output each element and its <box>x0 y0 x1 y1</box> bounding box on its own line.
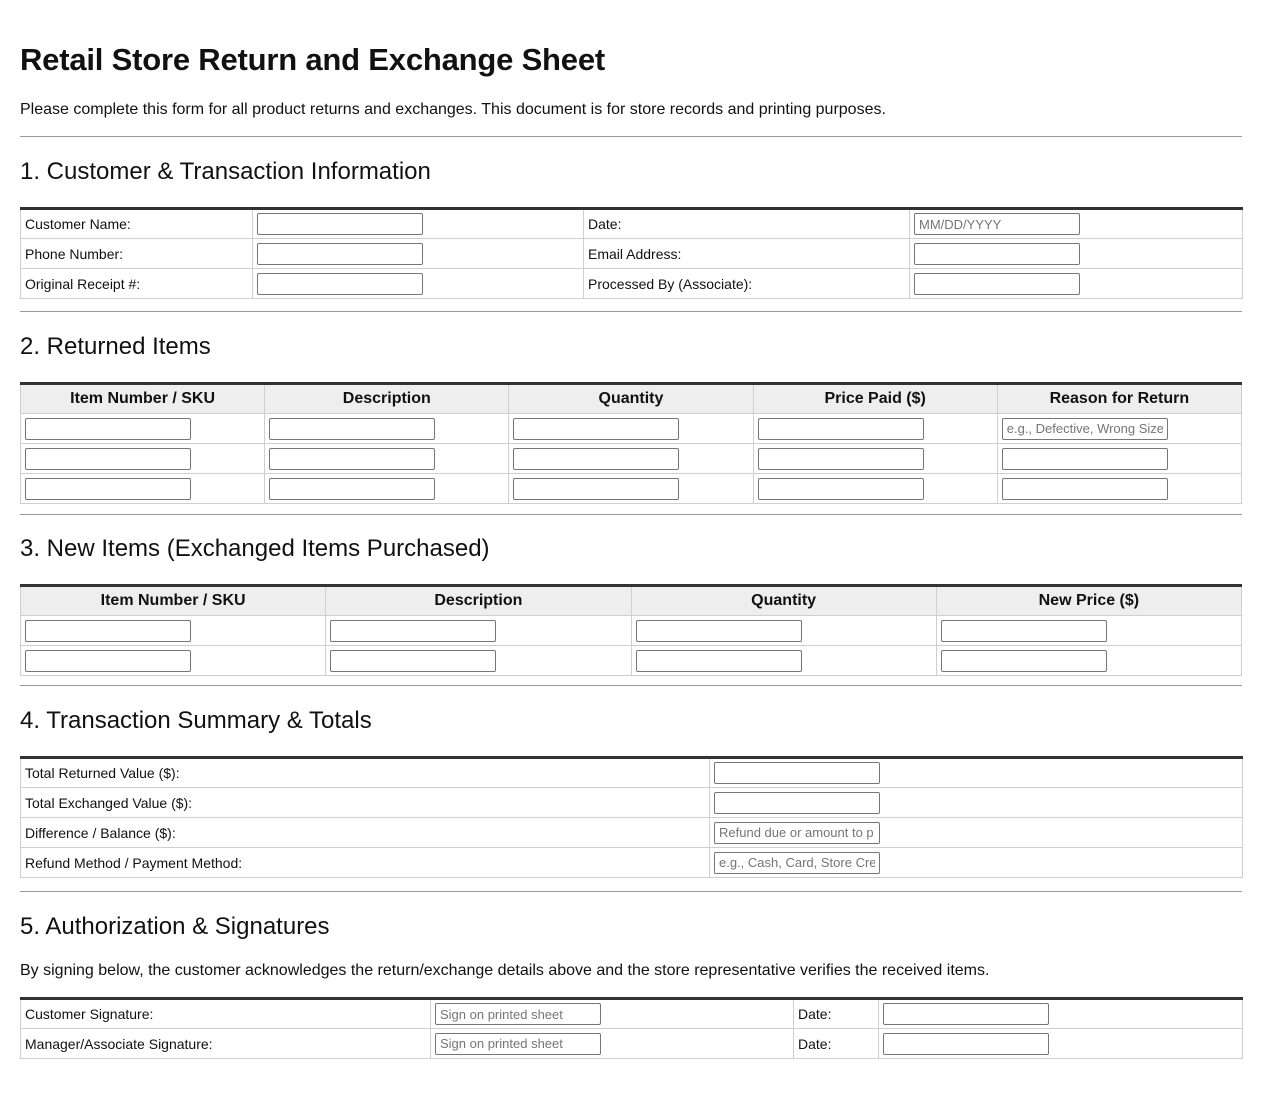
total-returned-input[interactable] <box>714 762 880 784</box>
manager-signature-input[interactable] <box>435 1033 601 1055</box>
new-quantity-input[interactable] <box>636 620 802 642</box>
original-receipt-input[interactable] <box>257 273 423 295</box>
returned-reason-input[interactable] <box>1002 478 1168 500</box>
table-row <box>21 474 1242 504</box>
table-row <box>21 209 1243 239</box>
column-header-quantity: Quantity <box>631 586 936 616</box>
table-row <box>21 269 1243 299</box>
column-header-description: Description <box>326 586 631 616</box>
table-row <box>21 788 1243 818</box>
returned-price-input[interactable] <box>758 418 924 440</box>
table-header-row <box>21 384 1242 414</box>
new-description-input[interactable] <box>330 650 496 672</box>
table-row <box>21 1029 1243 1059</box>
table-row <box>21 414 1242 444</box>
processed-by-input[interactable] <box>914 273 1080 295</box>
returned-items-table <box>20 382 1242 504</box>
table-row <box>21 646 1242 676</box>
returned-sku-input[interactable] <box>25 448 191 470</box>
table-row <box>21 616 1242 646</box>
returned-description-input[interactable] <box>269 478 435 500</box>
returned-description-input[interactable] <box>269 418 435 440</box>
refund-method-label: Refund Method / Payment Method: <box>21 848 710 878</box>
column-header-sku: Item Number / SKU <box>21 586 326 616</box>
new-description-input[interactable] <box>330 620 496 642</box>
returned-price-input[interactable] <box>758 448 924 470</box>
returned-quantity-input[interactable] <box>513 478 679 500</box>
signature-table <box>20 997 1243 1059</box>
new-price-input[interactable] <box>941 650 1107 672</box>
returned-quantity-input[interactable] <box>513 448 679 470</box>
total-exchanged-input[interactable] <box>714 792 880 814</box>
customer-signature-input[interactable] <box>435 1003 601 1025</box>
divider <box>20 514 1242 515</box>
customer-name-input[interactable] <box>257 213 423 235</box>
manager-signature-label: Manager/Associate Signature: <box>21 1029 431 1059</box>
customer-date-label: Date: <box>794 999 879 1029</box>
column-header-description: Description <box>265 384 509 414</box>
manager-date-input[interactable] <box>883 1033 1049 1055</box>
returned-quantity-input[interactable] <box>513 418 679 440</box>
manager-date-label: Date: <box>794 1029 879 1059</box>
table-row <box>21 758 1243 788</box>
email-address-input[interactable] <box>914 243 1080 265</box>
column-header-sku: Item Number / SKU <box>21 384 265 414</box>
date-input[interactable] <box>914 213 1080 235</box>
customer-info-table <box>20 207 1243 299</box>
intro-text: Please complete this form for all product returns and exchanges. This document is for store records and printing purposes. <box>20 101 886 118</box>
difference-balance-input[interactable] <box>714 822 880 844</box>
section-5-heading: 5. Authorization & Signatures <box>20 913 330 940</box>
original-receipt-label: Original Receipt #: <box>21 269 253 299</box>
table-header-row <box>21 586 1242 616</box>
phone-number-input[interactable] <box>257 243 423 265</box>
total-returned-label: Total Returned Value ($): <box>21 758 710 788</box>
returned-sku-input[interactable] <box>25 478 191 500</box>
new-quantity-input[interactable] <box>636 650 802 672</box>
customer-date-input[interactable] <box>883 1003 1049 1025</box>
returned-price-input[interactable] <box>758 478 924 500</box>
email-address-label: Email Address: <box>584 239 910 269</box>
section-4-heading: 4. Transaction Summary & Totals <box>20 707 372 734</box>
returned-reason-input[interactable] <box>1002 448 1168 470</box>
column-header-new-price: New Price ($) <box>936 586 1241 616</box>
total-exchanged-label: Total Exchanged Value ($): <box>21 788 710 818</box>
processed-by-label: Processed By (Associate): <box>584 269 910 299</box>
divider <box>20 891 1242 892</box>
new-price-input[interactable] <box>941 620 1107 642</box>
returned-reason-input[interactable] <box>1002 418 1168 440</box>
column-header-quantity: Quantity <box>509 384 753 414</box>
customer-signature-label: Customer Signature: <box>21 999 431 1029</box>
returned-sku-input[interactable] <box>25 418 191 440</box>
authorization-text: By signing below, the customer acknowledges the return/exchange details above and the store representative verifies the received items. <box>20 962 990 979</box>
divider <box>20 136 1242 137</box>
difference-balance-label: Difference / Balance ($): <box>21 818 710 848</box>
customer-name-label: Customer Name: <box>21 209 253 239</box>
new-items-table <box>20 584 1242 676</box>
divider <box>20 311 1242 312</box>
column-header-price-paid: Price Paid ($) <box>753 384 997 414</box>
section-1-heading: 1. Customer & Transaction Information <box>20 158 431 185</box>
page-title: Retail Store Return and Exchange Sheet <box>20 42 605 77</box>
table-row <box>21 818 1243 848</box>
divider <box>20 685 1242 686</box>
table-row <box>21 999 1243 1029</box>
returned-description-input[interactable] <box>269 448 435 470</box>
refund-method-input[interactable] <box>714 852 880 874</box>
section-3-heading: 3. New Items (Exchanged Items Purchased) <box>20 535 490 562</box>
new-sku-input[interactable] <box>25 650 191 672</box>
phone-number-label: Phone Number: <box>21 239 253 269</box>
date-label: Date: <box>584 209 910 239</box>
column-header-reason: Reason for Return <box>997 384 1241 414</box>
table-row <box>21 848 1243 878</box>
new-sku-input[interactable] <box>25 620 191 642</box>
section-2-heading: 2. Returned Items <box>20 333 211 360</box>
table-row <box>21 239 1243 269</box>
table-row <box>21 444 1242 474</box>
summary-table <box>20 756 1243 878</box>
